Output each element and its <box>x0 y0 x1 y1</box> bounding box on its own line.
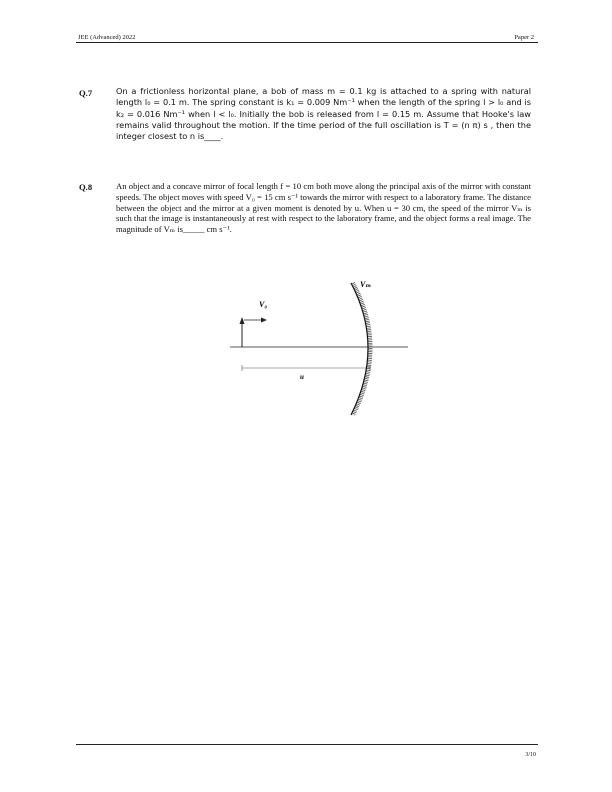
object-arrow-head <box>240 317 245 324</box>
mirror-diagram <box>226 275 416 425</box>
object-speed-label: V₀ <box>259 300 268 309</box>
header-exam-title: JEE (Advanced) 2022 <box>78 34 136 41</box>
concave-mirror <box>351 283 368 415</box>
question-text-7: On a frictionless horizontal plane, a bob of mass m = 0.1 kg is attached to a spring with natural length l₀ = 0.1 m. The spring constant is k₁ = 0.009 Nm⁻¹ when the length of the spring l > l₀ and is k₂ = 0.016 Nm⁻¹ when l < l₀. Initially the bob is released from l = 0.15 m. Assume that Hooke's law remains valid throughout the motion. If the time period of the full oscillation is T = (n π) s , then the integer closest to n is____. <box>116 86 531 142</box>
footer-rule <box>76 744 538 745</box>
mirror-speed-label: Vₘ <box>360 280 372 289</box>
question-number-7: Q.7 <box>79 88 93 98</box>
distance-label: u <box>300 373 304 381</box>
velocity-arrow-head <box>261 318 267 323</box>
page-number: 3/10 <box>525 752 536 758</box>
question-number-8: Q.8 <box>79 182 93 192</box>
header-rule <box>76 42 538 43</box>
header-paper-label: Paper 2 <box>514 34 534 41</box>
question-text-8: An object and a concave mirror of focal length f = 10 cm both move along the principal axis of the mirror with constant speeds. The object moves with speed V₀ = 15 cm s⁻¹ towards the mirror with respect to a laboratory frame. The distance between the object and the mirror at a given moment is denoted by u. When u = 30 cm, the speed of the mirror Vₘ is such that the image is instantaneously at rest with respect to the laboratory frame, and the object forms a real image. The magnitude of Vₘ is_____ cm s⁻¹. <box>116 181 531 235</box>
